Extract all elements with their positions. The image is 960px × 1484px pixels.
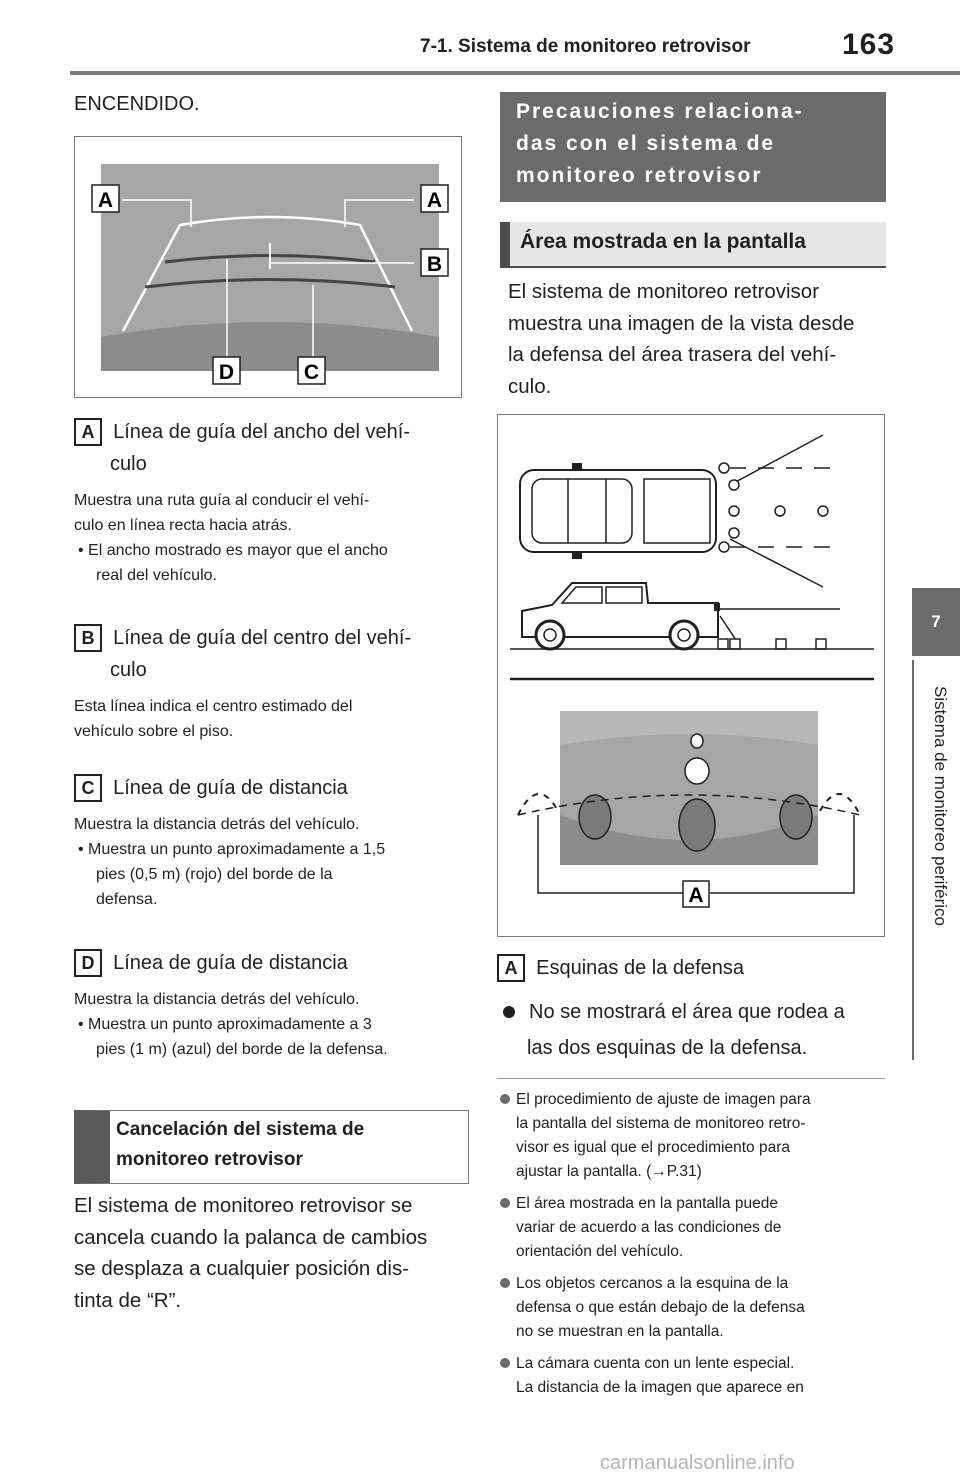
cancel-line-2: cancela cuando la palanca de cambios bbox=[74, 1225, 428, 1249]
note-1-line-1: El procedimiento de ajuste de imagen para bbox=[516, 1091, 811, 1108]
item-c bbox=[74, 770, 464, 912]
item-c-bullet-2: pies (0,5 m) (rojo) del borde de la bbox=[96, 866, 333, 883]
item-d-bullet-1: • Muestra un punto aproximadamente a 3 bbox=[78, 1016, 372, 1033]
item-d-desc: Muestra la distancia detrás del vehículo. bbox=[74, 991, 360, 1008]
bullet-icon bbox=[503, 1006, 515, 1018]
display-area-line-4: culo. bbox=[508, 374, 552, 398]
note-2-line-1: El área mostrada en la pantalla puede bbox=[516, 1195, 778, 1212]
item-b-desc-2: vehículo sobre el piso. bbox=[74, 723, 234, 740]
legend-text: Esquinas de la defensa bbox=[536, 957, 745, 979]
note-item bbox=[500, 1352, 888, 1400]
display-area-paragraph bbox=[508, 276, 888, 402]
item-a bbox=[74, 414, 454, 588]
corner-bullet-1: No se mostrará el área que rodea a bbox=[529, 1001, 845, 1023]
precautions-heading-3: monitoreo retrovisor bbox=[516, 164, 763, 187]
cancel-heading bbox=[74, 1110, 469, 1184]
notes-divider bbox=[497, 1078, 885, 1079]
cancel-line-1: El sistema de monitoreo retrovisor se bbox=[74, 1194, 413, 1217]
section-title: 7-1. Sistema de monitoreo retrovisor bbox=[420, 36, 751, 57]
truck-side-view bbox=[522, 583, 718, 649]
note-bullet-icon bbox=[500, 1094, 510, 1104]
note-1-line-2: la pantalla del sistema de monitoreo retro- bbox=[516, 1115, 806, 1132]
item-c-letter: C bbox=[74, 774, 102, 802]
figure1-label-d: D bbox=[218, 361, 235, 384]
corner-bullet bbox=[503, 994, 893, 1066]
precautions-heading bbox=[500, 92, 886, 202]
item-d-letter: D bbox=[74, 949, 102, 977]
item-a-title-1: Línea de guía del ancho del vehí- bbox=[113, 421, 411, 443]
note-2-line-3: orientación del vehículo. bbox=[516, 1243, 684, 1260]
cancel-line-3: se desplaza a cualquier posición dis- bbox=[74, 1257, 410, 1280]
item-b-title-1: Línea de guía del centro del vehí- bbox=[113, 627, 412, 649]
note-item bbox=[500, 1272, 888, 1344]
intro-text: ENCENDIDO. bbox=[74, 93, 200, 115]
watermark: carmanualsonline.info bbox=[600, 1452, 795, 1474]
item-c-title: Línea de guía de distancia bbox=[113, 777, 348, 799]
note-4-line-2: La distancia de la imagen que aparece en bbox=[516, 1379, 804, 1396]
cancel-paragraph bbox=[74, 1190, 464, 1316]
figure1-label-a-right: A bbox=[426, 189, 443, 212]
item-a-bullet-2: real del vehículo. bbox=[96, 567, 217, 584]
display-area-line-3: la defensa del área trasera del vehí- bbox=[508, 343, 837, 366]
note-bullet-icon bbox=[500, 1198, 510, 1208]
item-d-title: Línea de guía de distancia bbox=[113, 952, 348, 974]
item-a-title-2: culo bbox=[110, 453, 147, 475]
note-3-line-1: Los objetos cercanos a la esquina de la bbox=[516, 1275, 789, 1292]
camera-view-figure bbox=[497, 414, 885, 937]
truck-top-view bbox=[520, 463, 716, 559]
figure1-label-c: C bbox=[303, 361, 320, 384]
note-item bbox=[500, 1192, 888, 1264]
note-item bbox=[500, 1088, 888, 1184]
corner-bullet-2: las dos esquinas de la defensa. bbox=[527, 1037, 808, 1059]
display-area-line-1: El sistema de monitoreo retrovisor bbox=[508, 280, 820, 303]
item-a-bullet-1: • El ancho mostrado es mayor que el ancho bbox=[78, 542, 388, 559]
item-b-desc-1: Esta línea indica el centro estimado del bbox=[74, 698, 353, 715]
display-area-heading: Área mostrada en la pantalla bbox=[500, 222, 886, 268]
note-bullet-icon bbox=[500, 1278, 510, 1288]
item-a-letter: A bbox=[74, 418, 102, 446]
chapter-title-vertical: Sistema de monitoreo periférico bbox=[931, 686, 950, 927]
figure1-label-b: B bbox=[426, 253, 443, 276]
item-d bbox=[74, 945, 464, 1062]
item-d-bullet-2: pies (1 m) (azul) del borde de la defensa. bbox=[96, 1041, 388, 1058]
precautions-heading-1: Precauciones relaciona- bbox=[516, 100, 804, 123]
item-b bbox=[74, 620, 454, 744]
cancel-heading-1: Cancelación del sistema de bbox=[116, 1119, 365, 1140]
legend-letter: A bbox=[497, 954, 525, 982]
note-1-line-3: visor es igual que el procedimiento para bbox=[516, 1139, 790, 1156]
note-4-line-1: La cámara cuenta con un lente especial. bbox=[516, 1355, 795, 1372]
guide-lines-figure bbox=[74, 136, 462, 398]
bumper-area bbox=[101, 322, 439, 371]
item-c-bullet-1: • Muestra un punto aproximadamente a 1,5 bbox=[78, 841, 386, 858]
figure2-label-a: A bbox=[688, 884, 704, 907]
note-bullet-icon bbox=[500, 1358, 510, 1368]
page-number: 163 bbox=[842, 28, 896, 61]
header-rule bbox=[70, 71, 960, 75]
note-2-line-2: variar de acuerdo a las condiciones de bbox=[516, 1219, 782, 1236]
note-3-line-2: defensa o que están debajo de la defensa bbox=[516, 1299, 805, 1316]
item-a-desc-2: culo en línea recta hacia atrás. bbox=[74, 517, 292, 534]
cancel-heading-2: monitoreo retrovisor bbox=[116, 1149, 303, 1170]
item-c-desc: Muestra la distancia detrás del vehículo. bbox=[74, 816, 360, 833]
item-b-letter: B bbox=[74, 624, 102, 652]
display-area-line-2: muestra una imagen de la vista desde bbox=[508, 311, 855, 335]
note-3-line-3: no se muestran en la pantalla. bbox=[516, 1323, 724, 1340]
item-b-title-2: culo bbox=[110, 659, 147, 681]
chapter-tab[interactable]: 7 bbox=[912, 588, 960, 656]
item-c-bullet-3: defensa. bbox=[96, 891, 158, 908]
figure1-label-a: A bbox=[97, 189, 114, 212]
precautions-heading-2: das con el sistema de bbox=[516, 132, 776, 155]
figure2-legend bbox=[497, 950, 887, 986]
note-1-line-4: ajustar la pantalla. (→P.31) bbox=[516, 1163, 702, 1180]
notes-list bbox=[500, 1088, 888, 1400]
item-a-desc-1: Muestra una ruta guía al conducir el vehí- bbox=[74, 492, 370, 509]
cancel-line-4: tinta de “R”. bbox=[74, 1288, 182, 1312]
